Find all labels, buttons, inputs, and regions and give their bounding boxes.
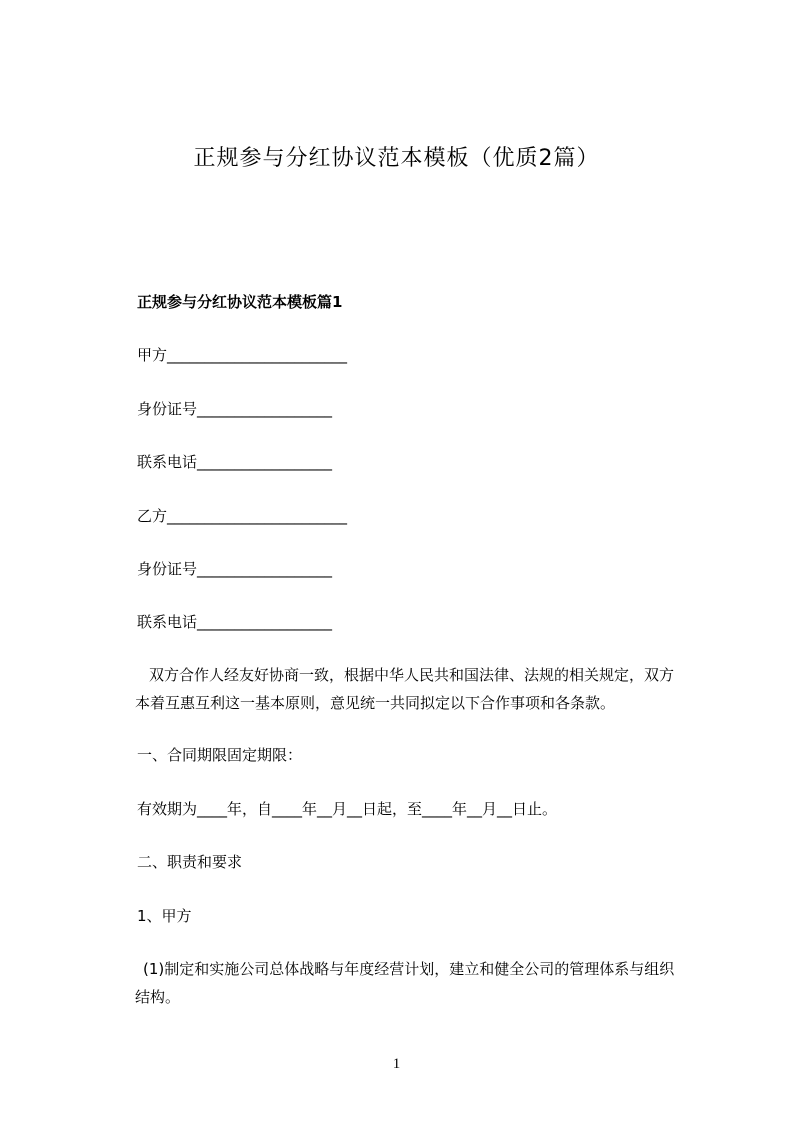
clause-1-text: 有效期为____年，自____年__月__日起，至____年__月__日止。 bbox=[137, 800, 558, 818]
party-b-phone-field: 联系电话__________________ bbox=[137, 613, 333, 631]
party-b-id-field: 身份证号__________________ bbox=[137, 560, 333, 578]
document-title: 正规参与分红协议范本模板（优质2篇） bbox=[193, 146, 600, 171]
party-a-field: 甲方________________________ bbox=[137, 346, 348, 364]
page-number: 1 bbox=[392, 1056, 401, 1072]
clause-1-heading: 一、合同期限固定期限： bbox=[137, 746, 303, 764]
clause-2-item-1-line-1: (1)制定和实施公司总体战略与年度经营计划，建立和健全公司的管理体系与组织 bbox=[143, 960, 675, 978]
intro-paragraph bbox=[137, 661, 715, 717]
clause-2-heading: 二、职责和要求 bbox=[137, 853, 243, 871]
party-a-phone-field: 联系电话__________________ bbox=[137, 453, 333, 471]
section-heading: 正规参与分红协议范本模板篇1 bbox=[137, 293, 343, 311]
party-b-field: 乙方________________________ bbox=[137, 507, 348, 525]
clause-2-subheading: 1、甲方 bbox=[137, 907, 192, 925]
intro-line-2: 本着互惠互利这一基本原则，意见统一共同拟定以下合作事项和各条款。 bbox=[135, 694, 616, 712]
clause-2-item-1-line-2: 结构。 bbox=[135, 988, 181, 1006]
clause-2-item-1 bbox=[137, 955, 715, 1011]
party-a-id-field: 身份证号__________________ bbox=[137, 400, 333, 418]
intro-line-1: 双方合作人经友好协商一致，根据中华人民共和国法律、法规的相关规定，双方 bbox=[149, 666, 675, 684]
